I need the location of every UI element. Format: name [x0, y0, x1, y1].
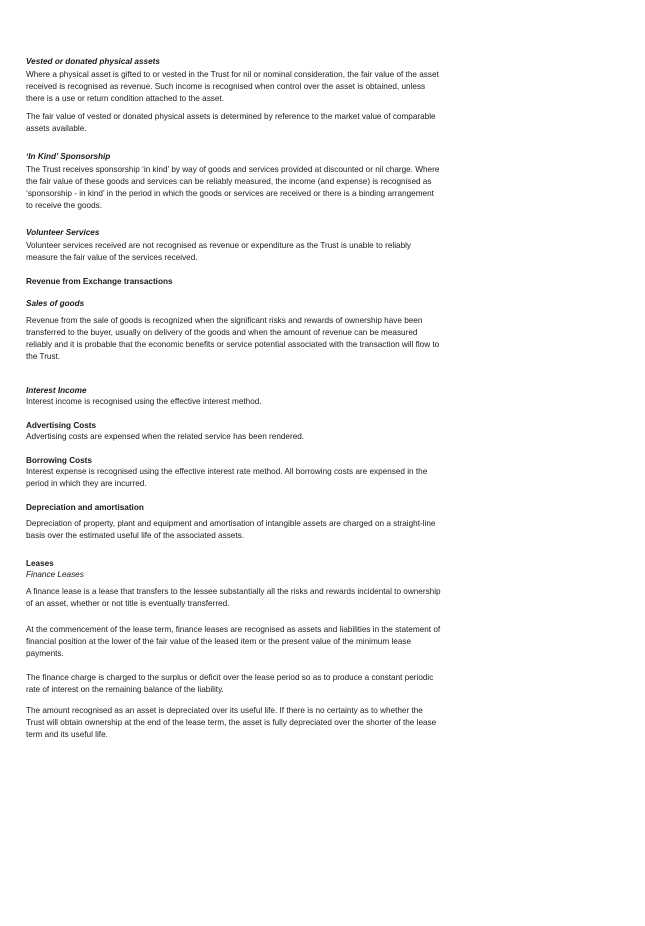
paragraph: The finance charge is charged to the surplus or deficit over the lease period so as to produce a constant periodic rate of interest on the remaining balance of the liability.	[26, 673, 434, 694]
heading-interest-income: Interest Income	[26, 386, 87, 395]
subheading-finance-leases: Finance Leases	[26, 570, 84, 579]
heading-sales-of-goods: Sales of goods	[26, 299, 85, 308]
heading-in-kind-sponsorship: ‘In Kind’ Sponsorship	[26, 152, 111, 161]
paragraph: Interest income is recognised using the effective interest method.	[26, 397, 262, 406]
document-page	[26, 56, 441, 741]
section-vested-assets	[26, 56, 441, 135]
paragraph: The Trust receives sponsorship ‘in kind’ by way of goods and services provided at discounted or nil charge. Where the fair value of these goods and services can be reliably measured, the income (and expense) is recognised as ‘sponsorship - in kind’ in the period in which the goods or services are received or there is a binding arrangement to receive the goods.	[26, 165, 440, 210]
paragraph: Volunteer services received are not recognised as revenue or expenditure as the Trust is unable to reliably measure the fair value of the services received.	[26, 241, 412, 262]
paragraph: Interest expense is recognised using the effective interest rate method. All borrowing costs are expensed in the period in which they are incurred.	[26, 467, 428, 488]
heading-vested-assets: Vested or donated physical assets	[26, 57, 160, 66]
section-advertising-costs	[26, 420, 441, 443]
section-leases	[26, 558, 441, 741]
paragraph: At the commencement of the lease term, finance leases are recognised as assets and liabilities in the statement of financial position at the lower of the fair value of the leased item or the present value of the minimum lease payments.	[26, 625, 441, 658]
heading-volunteer-services: Volunteer Services	[26, 228, 100, 237]
paragraph: Depreciation of property, plant and equipment and amortisation of intangible assets are charged on a straight-line basis over the estimated useful life of the associated assets.	[26, 519, 436, 540]
section-borrowing-costs	[26, 455, 441, 490]
paragraph: The amount recognised as an asset is depreciated over its useful life. If there is no certainty as to whether the Trust will obtain ownership at the end of the lease term, the asset is fully depreciated over the shorter of the lease term and its useful life.	[26, 706, 437, 739]
heading-advertising-costs: Advertising Costs	[26, 421, 97, 430]
section-in-kind-sponsorship	[26, 151, 441, 212]
paragraph: Where a physical asset is gifted to or vested in the Trust for nil or nominal consideration, the fair value of the asset received is recognised as revenue. Such income is recognised when control over the asset is obtained, unless there is a use or return condition attached to the asset.	[26, 70, 439, 103]
section-depreciation	[26, 502, 441, 542]
section-interest-income	[26, 385, 441, 408]
heading-revenue-exchange: Revenue from Exchange transactions	[26, 277, 173, 286]
paragraph: Revenue from the sale of goods is recognized when the significant risks and rewards of ownership have been transferred to the buyer, usually on delivery of the goods and when the amount of revenue can be measured reliably and it is probable that the economic benefits or service potential associated with the transaction will flow to the Trust.	[26, 316, 440, 361]
paragraph: Advertising costs are expensed when the related service has been rendered.	[26, 432, 305, 441]
heading-depreciation: Depreciation and amortisation	[26, 503, 144, 512]
heading-borrowing-costs: Borrowing Costs	[26, 456, 92, 465]
heading-leases: Leases	[26, 559, 54, 568]
section-volunteer-services	[26, 227, 441, 264]
section-sales-of-goods	[26, 298, 441, 363]
paragraph: The fair value of vested or donated physical assets is determined by reference to the market value of comparable assets available.	[26, 112, 436, 133]
paragraph: A finance lease is a lease that transfers to the lessee substantially all the risks and rewards incidental to ownership of an asset, whether or not title is eventually transferred.	[26, 587, 441, 608]
